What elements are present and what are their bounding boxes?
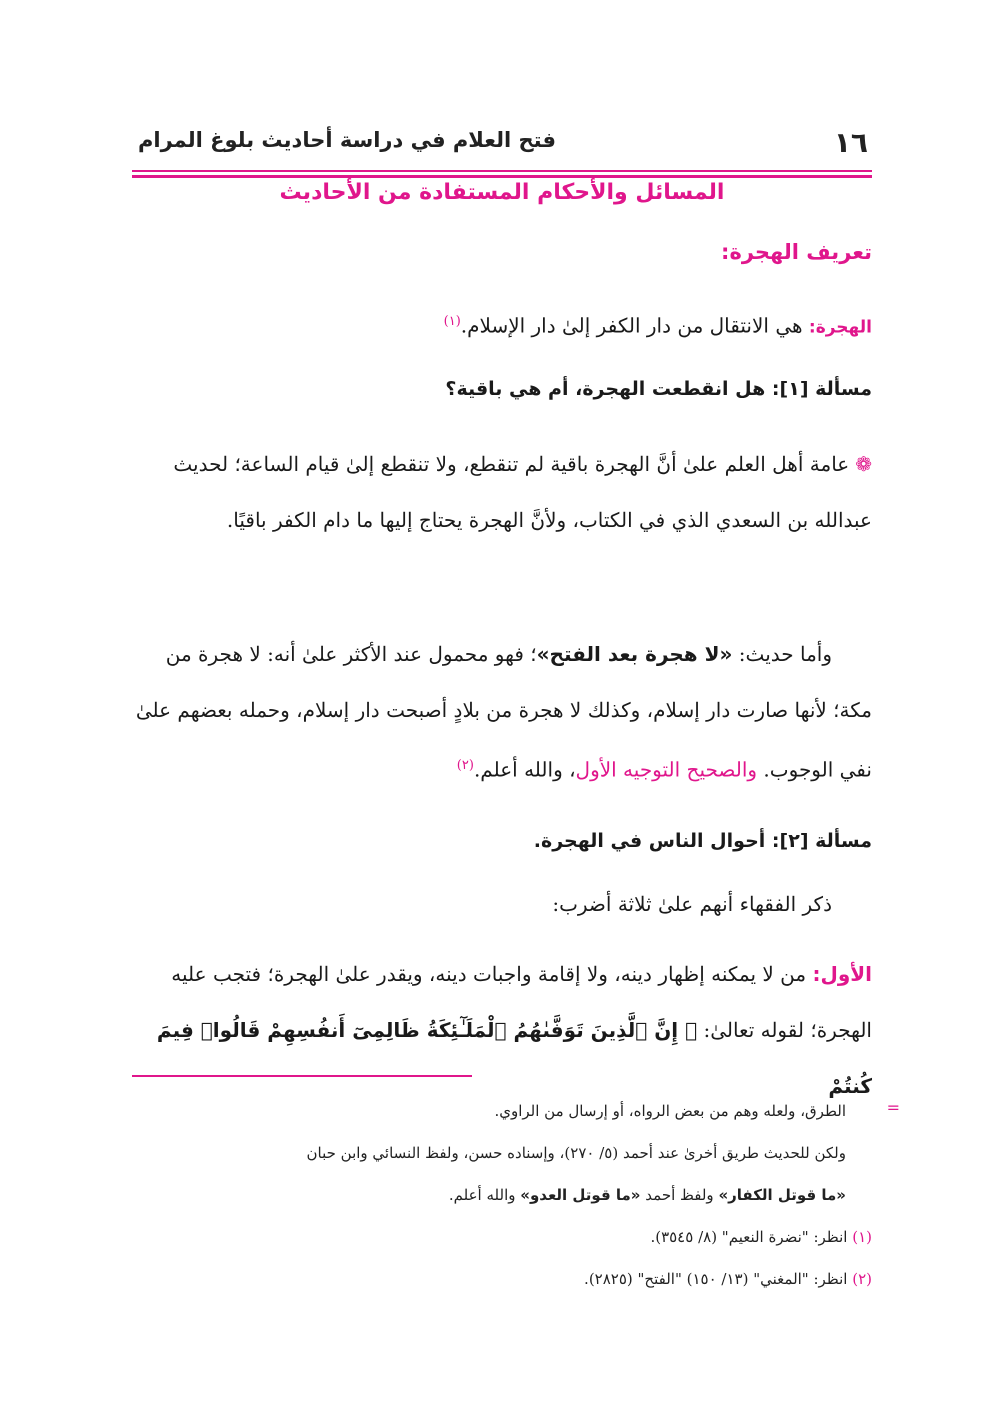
issue1-p2-c: ، والله أعلم. bbox=[473, 757, 576, 782]
issue1-p1-text: عامة أهل العلم علىٰ أنَّ الهجرة باقية لم تنقطع، ولا تنقطع إلىٰ قيام الساعة؛ لحديث عبدالله بن السعدي الذي في الكتاب، ولأنَّ الهجرة يحتاج إليها ما دام الكفر باقيًا. bbox=[173, 452, 872, 532]
header-rule-top bbox=[132, 170, 872, 172]
first-case-text: من لا يمكنه إظهار دينه، ولا إقامة واجبات دينه، ويقدر علىٰ الهجرة؛ فتجب عليه الهجرة؛ لقوله تعالىٰ: bbox=[171, 962, 872, 1042]
footnote-1-text: انظر: "نضرة النعيم" (٨/ ٣٥٤٥). bbox=[650, 1228, 853, 1246]
issue1-paragraph2 bbox=[132, 626, 872, 798]
footnote-continued-line1: الطرق، ولعله وهم من بعض الرواه، أو إرسال من الراوي. bbox=[494, 1102, 846, 1120]
definition-paragraph bbox=[132, 306, 872, 344]
issue1-label: مسألة [١]: bbox=[771, 378, 872, 400]
book-title: فتح العلام في دراسة أحاديث بلوغ المرام bbox=[138, 128, 556, 152]
definition-text: هي الانتقال من دار الكفر إلىٰ دار الإسلام. bbox=[460, 313, 809, 338]
footnote-2 bbox=[132, 1268, 872, 1290]
footnote-1-number: (١) bbox=[852, 1228, 872, 1246]
definition-term: الهجرة: bbox=[808, 317, 872, 338]
quran-verse: ﴿ إِنَّ ٱلَّذِينَ تَوَفَّىٰهُمُ ٱلْمَلَـٰٓئِكَةُ ظَالِمِىٓ أَنفُسِهِمْ قَالُوا۟ فِيمَ كُنتُمْ bbox=[156, 1018, 872, 1098]
issue1-question: هل انقطعت الهجرة، أم هي باقية؟ bbox=[445, 378, 772, 400]
running-header bbox=[132, 126, 872, 170]
footnote-continued-line2: ولكن للحديث طريق أخرىٰ عند أحمد (٥/ ٢٧٠)، وإسناده حسن، ولفظ النسائي وابن حبان bbox=[306, 1144, 846, 1162]
hadith-quote: «لا هجرة بعد الفتح» bbox=[536, 642, 733, 666]
issue2-label: مسألة [٢]: bbox=[771, 830, 872, 852]
footnote-ref-1: (١) bbox=[443, 314, 461, 329]
issue1-p2-a: وأما حديث: bbox=[732, 642, 832, 666]
preferred-view: والصحيح التوجيه الأول bbox=[575, 757, 758, 782]
footnote-rule bbox=[132, 1075, 472, 1077]
section-heading: المسائل والأحكام المستفادة من الأحاديث bbox=[279, 180, 725, 205]
issue1-heading bbox=[132, 378, 872, 400]
footnote-ref-2: (٢) bbox=[456, 758, 474, 773]
first-case-label: الأول: bbox=[812, 962, 872, 986]
flower-icon: ❁ bbox=[855, 452, 872, 476]
footnote-1 bbox=[132, 1226, 872, 1248]
issue2-question: أحوال الناس في الهجرة. bbox=[533, 830, 772, 852]
issue2-first-case bbox=[132, 946, 872, 1114]
definition-heading: تعريف الهجرة: bbox=[721, 240, 872, 264]
issue1-p2-b: ؛ فهو محمول عند الأكثر علىٰ أنه: لا هجرة من مكة؛ لأنها صارت دار إسلام، وكذلك لا هجرة من بلادٍ أصبحت دار إسلام، وحمله بعضهم علىٰ نفي الوجوب. bbox=[135, 642, 872, 782]
fn-text-1: ولفظ أحمد bbox=[640, 1186, 719, 1204]
issue1-paragraph1 bbox=[132, 436, 872, 548]
fn-text-2: والله أعلم. bbox=[448, 1186, 521, 1204]
page-number: ١٦ bbox=[833, 126, 868, 159]
footnote-2-text: انظر: "المغني" (١٣/ ١٥٠) "الفتح" (٢٨٢٥). bbox=[584, 1270, 853, 1288]
footnote-2-number: (٢) bbox=[852, 1270, 872, 1288]
issue2-heading bbox=[132, 830, 872, 852]
fn-quote-2: «ما قوتل العدو» bbox=[520, 1186, 641, 1204]
header-rule-bottom bbox=[132, 175, 872, 178]
continuation-mark: = bbox=[886, 1098, 900, 1117]
footnote-continued-line3 bbox=[132, 1184, 846, 1206]
fn-quote-1: «ما قوتل الكفار» bbox=[718, 1186, 846, 1204]
issue2-intro: ذكر الفقهاء أنهم علىٰ ثلاثة أضرب: bbox=[552, 892, 832, 916]
